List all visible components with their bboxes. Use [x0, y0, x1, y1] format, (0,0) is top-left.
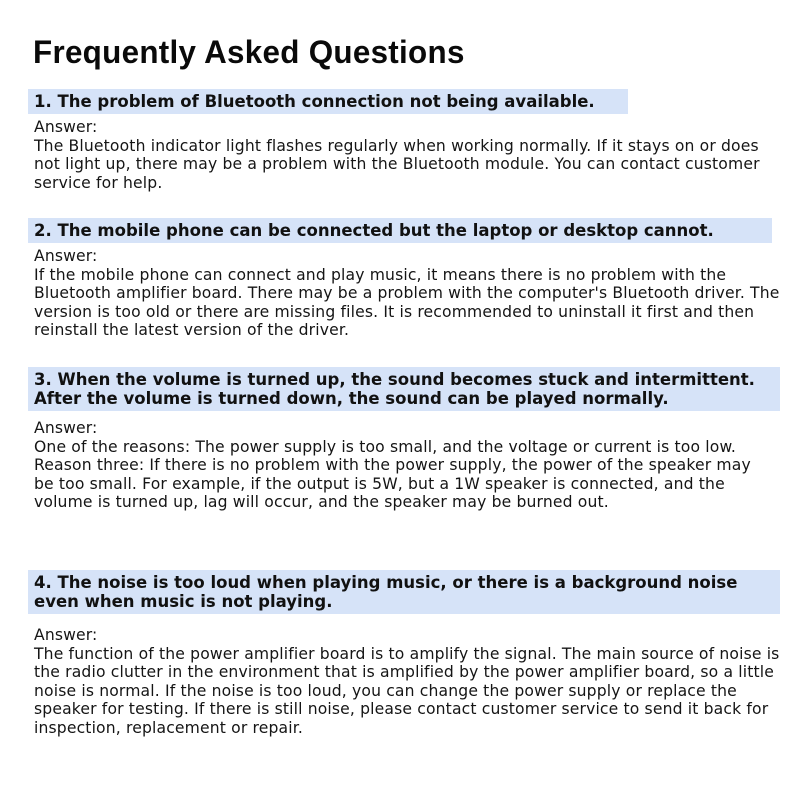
answer-label: Answer: [34, 118, 98, 136]
answer-paragraph: The function of the power amplifier board is to amplify the signal. The main source of noise is the radio clutter in the environment that is amplified by the power amplifier board, so a little noise is normal. If the noise is too loud, you can change the power supply or replace the speaker for testing. If there is still noise, please contact customer service to send it back for inspection, replacement or repair. [34, 644, 780, 737]
faq-item-4 [28, 570, 780, 738]
answer-paragraph: Reason three: If there is no problem with the power supply, the power of the speaker may be too small. For example, if the output is 5W, but a 1W speaker is connected, and the volume is turned up, lag will occur, and the speaker may be burned out. [34, 456, 751, 512]
answer-paragraph: The Bluetooth indicator light flashes regularly when working normally. If it stays on or does not light up, there may be a problem with the Bluetooth module. You can contact customer service for help. [34, 136, 760, 192]
faq-item-1 [28, 89, 780, 192]
faq-item-2 [28, 218, 780, 340]
faq-question: 4. The noise is too loud when playing music, or there is a background noise even when music is not playing. [28, 570, 780, 614]
answer-paragraph: One of the reasons: The power supply is too small, and the voltage or current is too low. [34, 437, 737, 456]
faq-question: 1. The problem of Bluetooth connection not being available. [28, 89, 628, 114]
faq-question: 2. The mobile phone can be connected but the laptop or desktop cannot. [28, 218, 772, 243]
answer-label: Answer: [34, 419, 98, 437]
faq-question: 3. When the volume is turned up, the sound becomes stuck and intermittent. After the volume is turned down, the sound can be played normally. [28, 367, 780, 411]
faq-answer [34, 118, 780, 192]
faq-answer [34, 247, 780, 340]
faq-answer [34, 626, 780, 738]
faq-answer [34, 419, 780, 512]
answer-label: Answer: [34, 247, 98, 265]
faq-item-3 [28, 367, 780, 512]
answer-paragraph: If the mobile phone can connect and play music, it means there is no problem with the Bluetooth amplifier board. There may be a problem with the computer's Bluetooth driver. The version is too old or there are missing files. It is recommended to uninstall it first and then reinstall the latest version of the driver. [34, 265, 780, 340]
answer-label: Answer: [34, 626, 98, 644]
page-title: Frequently Asked Questions [33, 34, 465, 70]
